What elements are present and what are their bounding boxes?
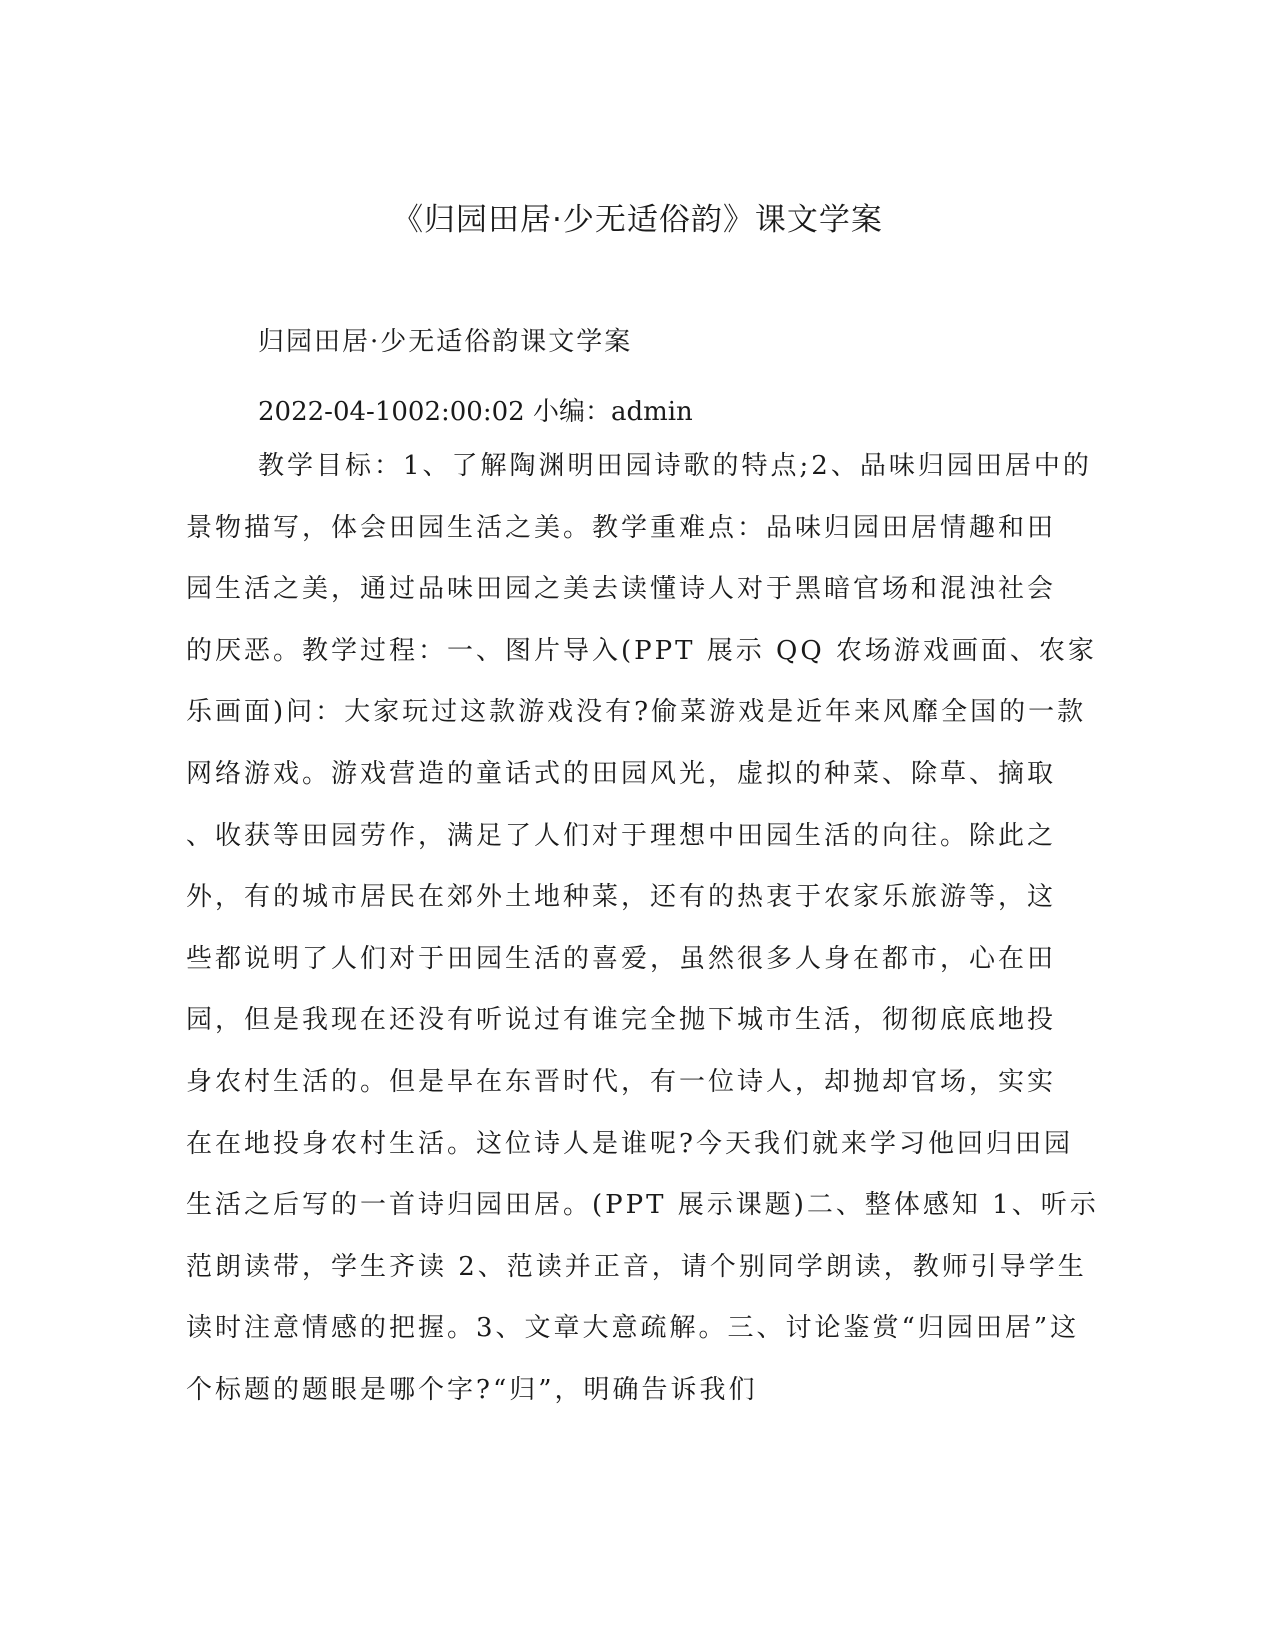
body-line: 、收获等田园劳作，满足了人们对于理想中田园生活的向往。除此之 [186,820,1057,851]
body-line: 读时注意情感的把握。3、文章大意疏解。三、讨论鉴赏“归园田居”这 [186,1313,1080,1344]
body-line: 乐画面)问：大家玩过这款游戏没有?偷菜游戏是近年来风靡全国的一款 [186,697,1087,728]
document-subtitle: 归园田居·少无适俗韵课文学案 [258,327,633,357]
body-line: 生活之后写的一首诗归园田居。(PPT 展示课题)二、整体感知 1、听示 [186,1190,1099,1221]
body-line: 网络游戏。游戏营造的童话式的田园风光，虚拟的种菜、除草、摘取 [186,758,1057,789]
body-line: 个标题的题眼是哪个字?“归”，明确告诉我们 [186,1374,758,1405]
body-line: 园，但是我现在还没有听说过有谁完全抛下城市生活，彻彻底底地投 [186,1005,1057,1036]
body-line: 园生活之美，通过品味田园之美去读懂诗人对于黑暗官场和混浊社会 [186,574,1057,605]
body-line: 身农村生活的。但是早在东晋时代，有一位诗人，却抛却官场，实实 [186,1066,1057,1097]
body-line: 外，有的城市居民在郊外土地种菜，还有的热衷于农家乐旅游等，这 [186,882,1057,913]
document-title: 《归园田居·少无适俗韵》课文学案 [392,202,883,238]
body-line: 在在地投身农村生活。这位诗人是谁呢?今天我们就来学习他回归田园 [186,1128,1073,1159]
body-line: 景物描写，体会田园生活之美。教学重难点：品味归园田居情趣和田 [186,512,1057,543]
body-line: 范朗读带，学生齐读 2、范读并正音，请个别同学朗读，教师引导学生 [186,1251,1087,1282]
body-line: 的厌恶。教学过程：一、图片导入(PPT 展示 QQ 农场游戏画面、农家 [186,635,1097,666]
body-paragraph [186,436,1099,1422]
body-line: 教学目标：1、了解陶渊明田园诗歌的特点;2、品味归园田居中的 [258,451,1092,481]
document-meta: 2022-04-1002:00:02 小编：admin [258,397,693,427]
body-line: 些都说明了人们对于田园生活的喜爱，虽然很多人身在都市，心在田 [186,943,1057,974]
